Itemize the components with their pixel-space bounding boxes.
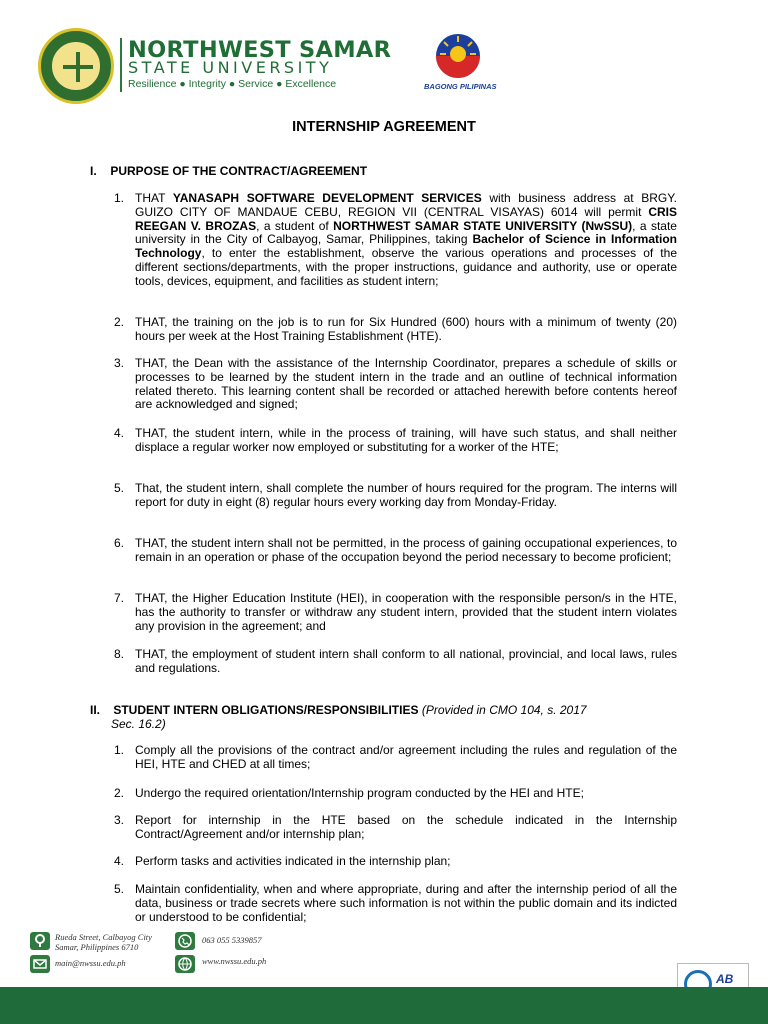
footer-email[interactable]: main@nwssu.edu.ph [55, 958, 126, 968]
list-item [114, 744, 677, 772]
section-note-continued: Sec. 16.2) [111, 717, 166, 731]
university-motto: Resilience ● Integrity ● Service ● Excellence [128, 78, 337, 90]
list-item-text [135, 855, 677, 869]
section-title: STUDENT INTERN OBLIGATIONS/RESPONSIBILITIES [113, 703, 419, 717]
list-item-text [135, 427, 677, 455]
list-item-number: 5. [114, 882, 125, 896]
text-run: THAT [135, 191, 173, 205]
text-run: THAT, the student intern, while in the process of training, will have such status, and shall neither displace a regular worker now employed or substituting for a worker of the HTE; [135, 426, 677, 454]
letterhead [0, 0, 768, 110]
globe-icon [175, 955, 195, 973]
text-run: Perform tasks and activities indicated in the internship plan; [135, 854, 451, 868]
university-subtitle: STATE UNIVERSITY [128, 58, 333, 77]
text-run: Undergo the required orientation/Internship program conducted by the HEI and HTE; [135, 786, 584, 800]
text-run: THAT, the training on the job is to run for Six Hundred (600) hours with a minimum of twenty (20) hours per week at the Host Training Establishment (HTE). [135, 315, 677, 343]
letterhead-divider [120, 38, 122, 92]
section-number: I. [90, 164, 97, 178]
list-item-text [135, 316, 677, 344]
list-item-text [135, 592, 677, 633]
list-item-number: 3. [114, 356, 125, 370]
list-item-number: 7. [114, 591, 125, 605]
text-run: THAT, the student intern shall not be permitted, in the process of gaining occupational experiences, to remain in an operation or phase of the occupation beyond the period necessary to become proficient; [135, 536, 677, 564]
text-run: , to enter the establishment, observe the various operations and processes of the different sections/departments, with the proper instructions, guidance and authority, use or operate tools, devices, equipment, and facilities as student intern; [135, 246, 677, 288]
list-item-text [135, 192, 677, 289]
phone-icon [175, 932, 195, 950]
list-item-text [135, 648, 677, 676]
list-item [114, 592, 677, 633]
text-run: Maintain confidentiality, when and where appropriate, during and after the internship period of all the data, business or trade secrets where such information is not within the public domain and its indicted or understood to be confidential; [135, 882, 677, 924]
list-item-number: 4. [114, 854, 125, 868]
mail-icon [30, 955, 50, 973]
text-run: with business address at BRGY. GUIZO CITY OF MANDAUE CEBU, REGION VII (CENTRAL VISAYAS) 6014 will permit [135, 191, 677, 219]
bold-phrase: CRIS REEGAN V. BROZAS [135, 204, 677, 233]
list-item-number: 3. [114, 813, 125, 827]
list-item-number: 2. [114, 315, 125, 329]
document-title: INTERNSHIP AGREEMENT [292, 119, 476, 135]
bold-phrase: YANASAPH SOFTWARE DEVELOPMENT SERVICES [172, 191, 482, 205]
list-item-text [135, 482, 677, 510]
list-item-number: 4. [114, 426, 125, 440]
list-item-text [135, 814, 677, 842]
footer-address [55, 932, 152, 952]
list-item [114, 482, 677, 510]
address-line-1: Rueda Street, Calbayog City [55, 932, 152, 942]
list-item [114, 537, 677, 565]
list-item [114, 427, 677, 455]
university-seal-logo [38, 28, 114, 104]
text-run: THAT, the Higher Education Institute (HEI), in cooperation with the responsible person/s in the HTE, has the authority to transfer or withdraw any student intern, provided that the student intern violates any provision in the agreement; and [135, 591, 677, 633]
accreditation-mark: AB [716, 972, 734, 986]
location-icon [30, 932, 50, 950]
text-run: Comply all the provisions of the contract and/or agreement including the rules and regulation of the HEI, HTE and CHED at all times; [135, 743, 677, 771]
list-item [114, 357, 677, 412]
bold-phrase: NORTHWEST SAMAR STATE UNIVERSITY (NwSSU) [333, 218, 633, 233]
section-2-heading [90, 703, 587, 717]
bagong-pilipinas-label: BAGONG PILIPINAS [424, 82, 497, 91]
list-item-text [135, 537, 677, 565]
list-item-number: 1. [114, 743, 125, 757]
section-note: (Provided in CMO 104, s. 2017 [421, 703, 587, 717]
list-item-text [135, 787, 677, 801]
footer-phone: 063 055 5339857 [202, 935, 262, 945]
footer-website[interactable]: www.nwssu.edu.ph [202, 956, 267, 966]
bold-phrase: Bachelor of Science in Information Technology [135, 232, 677, 261]
address-line-2: Samar, Philippines 6710 [55, 942, 139, 952]
university-name: NORTHWEST SAMAR [128, 37, 392, 63]
list-item [114, 814, 677, 842]
list-item-number: 2. [114, 786, 125, 800]
list-item [114, 883, 677, 924]
list-item [114, 316, 677, 344]
list-item [114, 855, 677, 869]
text-run: THAT, the Dean with the assistance of the Internship Coordinator, prepares a schedule of skills or processes to be learned by the student intern in the trade and an outline of technical information related thereto. This learning content shall be recorded or attached herewith before contents hereof are acknowledged and signed; [135, 356, 677, 412]
list-item-number: 8. [114, 647, 125, 661]
text-run: Report for internship in the HTE based on the schedule indicated in the Internship Contract/Agreement and/or internship plan; [135, 813, 677, 841]
list-item-number: 5. [114, 481, 125, 495]
list-item-text [135, 744, 677, 772]
text-run: , a state university in the City of Calbayog, Samar, Philippines, taking [135, 218, 677, 247]
list-item-text [135, 357, 677, 412]
footer-band [0, 987, 768, 1024]
list-item [114, 192, 677, 289]
section-title: PURPOSE OF THE CONTRACT/AGREEMENT [110, 164, 368, 178]
list-item [114, 648, 677, 676]
list-item-number: 1. [114, 191, 125, 205]
list-item-number: 6. [114, 536, 125, 550]
list-item-text [135, 883, 677, 924]
section-1-heading [90, 164, 367, 178]
text-run: , a student of [256, 218, 334, 233]
text-run: That, the student intern, shall complete the number of hours required for the program. The interns will report for duty in eight (8) regular hours every working day from Monday-Friday. [135, 481, 677, 509]
section-number: II. [90, 703, 101, 717]
list-item [114, 787, 677, 801]
text-run: THAT, the employment of student intern shall conform to all national, provincial, and local laws, rules and regulations. [135, 647, 677, 675]
